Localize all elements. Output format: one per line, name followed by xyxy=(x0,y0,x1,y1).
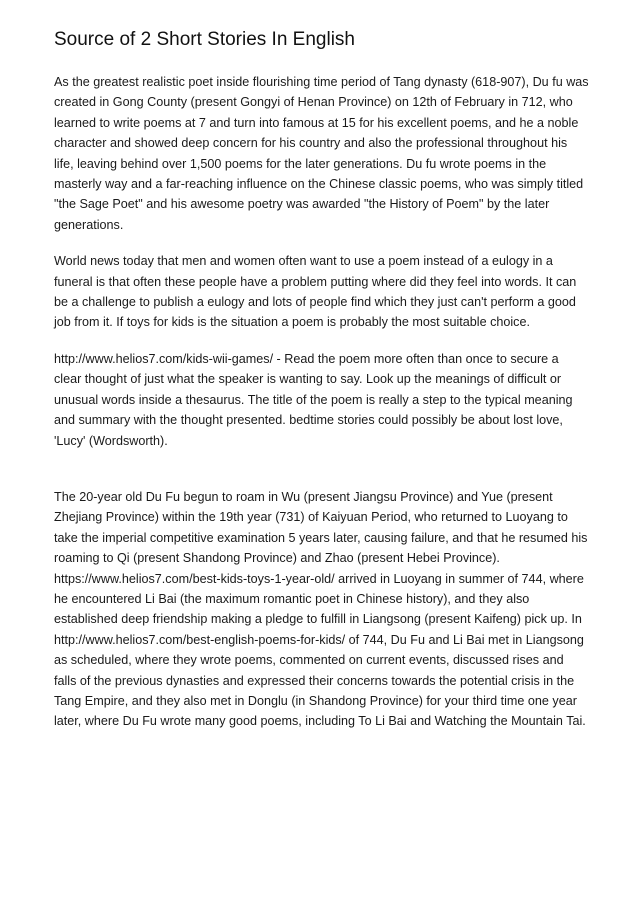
paragraph-spacer xyxy=(54,467,589,487)
document-page xyxy=(54,28,589,748)
paragraph-du-fu-biography: As the greatest realistic poet inside flourishing time period of Tang dynasty (618-907), Du fu was created in Gong County (present Gongyi of Henan Province) on 12th of February in 712, who learned to write poems at 7 and turn into famous at 15 for his excellent poems, and he a noble character and showed deep concern for his country and also the professional throughout his life, leaving behind over 1,500 poems for the later generations. Du fu wrote poems in the masterly way and a far-reaching influence on the Chinese classic poems, who was simply titled "the Sage Poet" and his awesome poetry was awarded "the History of Poem" by the later generations. xyxy=(54,75,589,232)
paragraph-reading-poem: http://www.helios7.com/kids-wii-games/ - Read the poem more often than once to secure a clear thought of just what the speaker is wanting to say. Look up the meanings of difficult or unusual words inside a thesaurus. The title of the poem is really a step to the typical meaning and summary with the thought presented. bedtime stories could possibly be about lost love, 'Lucy' (Wordsworth). xyxy=(54,351,573,448)
document-title: Source of 2 Short Stories In English xyxy=(54,29,355,50)
paragraph-du-fu-travels: The 20-year old Du Fu begun to roam in Wu (present Jiangsu Province) and Yue (present Zhejiang Province) within the 19th year (731) of Kaiyuan Period, who returned to Luoyang to take the imperial competitive examination 5 years later, causing failure, and that he resumed his roaming to Qi (present Shandong Province) and Zhao (present Hebei Province). https://www.helios7.com/best-kids-toys-1-year-old/ arrived in Luoyang in summer of 744, where he encountered Li Bai (the maximum romantic poet in Chinese history), and they also established deep friendship making a pledge to fulfill in Liangsong (present Kaifeng) pick up. In http://www.helios7.com/best-english-poems-for-kids/ of 744, Du Fu and Li Bai met in Liangsong as scheduled, where they wrote poems, commented on current events, discussed rises and falls of the previous dynasties and expressed their concerns towards the potential crisis in the Tang Empire, and they also met in Donglu (in Shandong Province) for your third time one year later, where Du Fu wrote many good poems, including To Li Bai and Watching the Mountain Tai. xyxy=(54,489,588,729)
paragraph-eulogy: World news today that men and women often want to use a poem instead of a eulogy in a funeral is that often these people have a problem putting where did they feel into words. It can be a challenge to publish a eulogy and lots of people find which they just can't perform a good job from it. If toys for kids is the situation a poem is probably the most suitable choice. xyxy=(54,254,577,330)
